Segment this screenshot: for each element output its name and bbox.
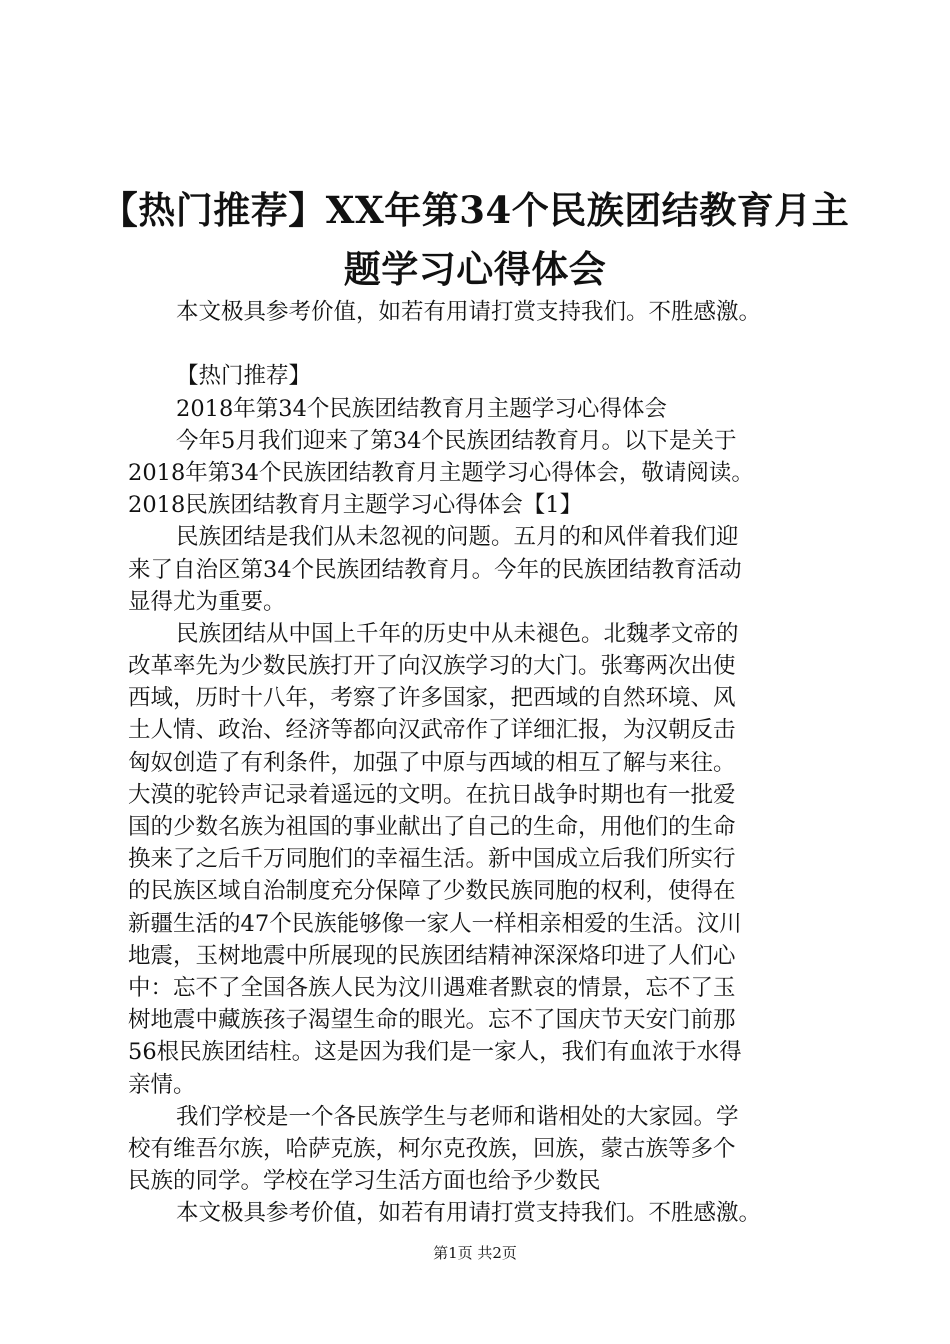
body-line: 显得尤为重要。	[128, 588, 286, 615]
body-line: 本文极具参考价值，如若有用请打赏支持我们。不胜感激。	[176, 1200, 762, 1227]
body-line: 民族的同学。学校在学习生活方面也给予少数民	[128, 1168, 601, 1195]
blank-line	[128, 328, 840, 360]
body-line: 树地震中藏族孩子渴望生命的眼光。忘不了国庆节天安门前那	[128, 1007, 736, 1034]
body-line: 国的少数名族为祖国的事业献出了自己的生命，用他们的生命	[128, 814, 736, 840]
page-footer: 第1页 共2页	[433, 1244, 517, 1262]
body-line: 大漠的驼铃声记录着遥远的文明。在抗日战争时期也有一批爱	[128, 781, 736, 808]
body-line: 56根民族团结柱。这是因为我们是一家人，我们有血浓于水得	[128, 1039, 742, 1066]
body-line: 改革率先为少数民族打开了向汉族学习的大门。张骞两次出使	[128, 653, 736, 680]
body-line: 地震，玉树地震中所展现的民族团结精神深深烙印进了人们心	[128, 942, 736, 969]
document-body	[128, 296, 840, 1229]
document-title-line-1: 【热门推荐】XX年第34个民族团结教育月主	[100, 188, 850, 232]
body-line: 新疆生活的47个民族能够像一家人一样相亲相爱的生活。汶川	[128, 910, 742, 937]
body-line: 土人情、政治、经济等都向汉武帝作了详细汇报，为汉朝反击	[128, 717, 736, 744]
body-line: 2018年第34个民族团结教育月主题学习心得体会	[176, 395, 667, 422]
body-line: 中：忘不了全国各族人民为汶川遇难者默哀的情景，忘不了玉	[128, 974, 736, 1001]
body-line: 校有维吾尔族，哈萨克族，柯尔克孜族，回族，蒙古族等多个	[128, 1135, 736, 1162]
body-line: 【热门推荐】	[176, 363, 312, 390]
body-line: 来了自治区第34个民族团结教育月。今年的民族团结教育活动	[128, 556, 742, 583]
document-title-line-2: 题学习心得体会	[343, 247, 607, 291]
body-line: 今年5月我们迎来了第34个民族团结教育月。以下是关于	[176, 427, 737, 454]
body-line: 换来了之后千万同胞们的幸福生活。新中国成立后我们所实行	[128, 846, 736, 873]
body-line: 的民族区域自治制度充分保障了少数民族同胞的权利，使得在	[128, 878, 736, 905]
body-line: 西域，历时十八年，考察了许多国家，把西域的自然环境、风	[128, 685, 736, 712]
body-line: 民族团结是我们从未忽视的问题。五月的和风伴着我们迎	[176, 524, 739, 551]
body-line: 2018年第34个民族团结教育月主题学习心得体会，敬请阅读。	[128, 459, 754, 486]
body-line: 亲情。	[128, 1071, 196, 1098]
body-line: 匈奴创造了有利条件，加强了中原与西域的相互了解与来往。	[128, 749, 736, 776]
body-line: 民族团结从中国上千年的历史中从未褪色。北魏孝文帝的	[176, 620, 739, 647]
body-line: 我们学校是一个各民族学生与老师和谐相处的大家园。学	[176, 1103, 739, 1130]
body-line: 本文极具参考价值，如若有用请打赏支持我们。不胜感激。	[176, 299, 762, 325]
body-line: 2018民族团结教育月主题学习心得体会【1】	[128, 492, 583, 519]
